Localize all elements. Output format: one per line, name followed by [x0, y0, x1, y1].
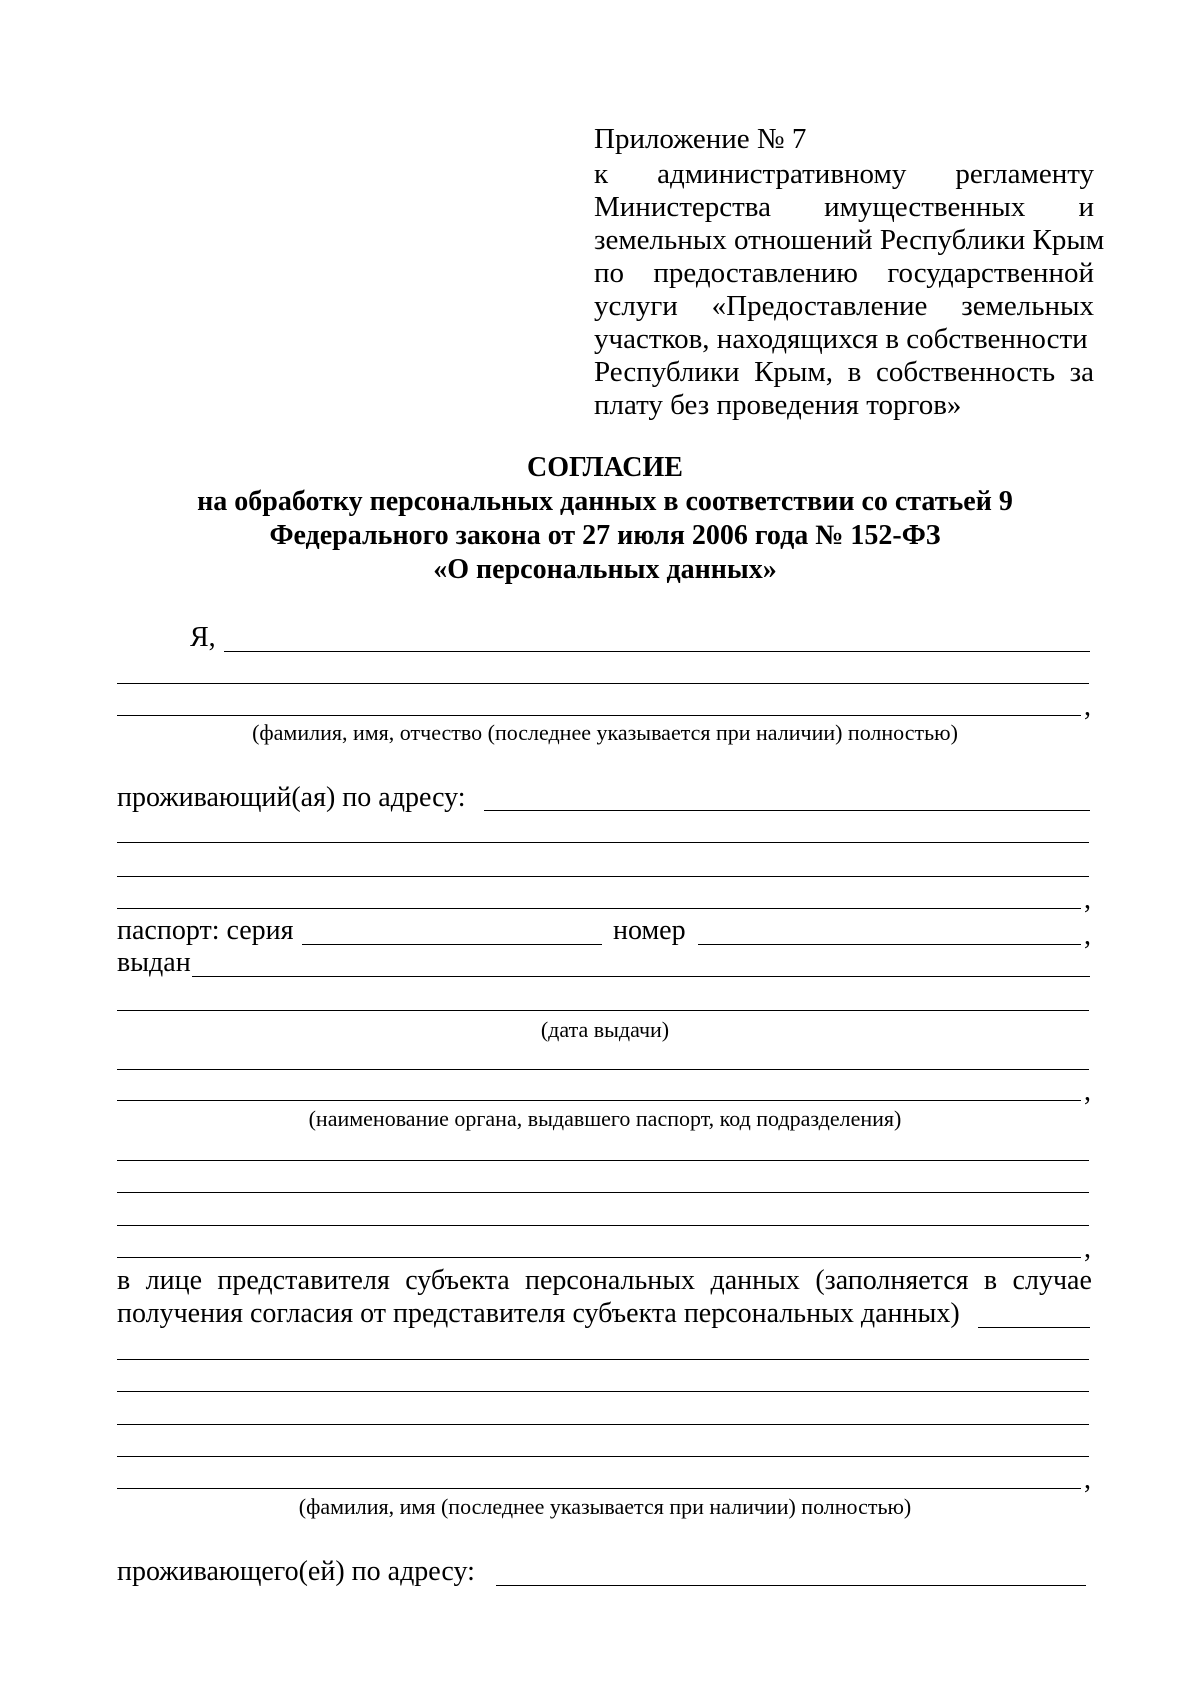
fio-input-line[interactable] — [117, 715, 1081, 716]
representative-input-line[interactable] — [117, 1391, 1089, 1392]
issued-label: выдан — [117, 947, 191, 978]
fio-input-line[interactable] — [117, 683, 1089, 684]
address-input-line[interactable] — [117, 876, 1089, 877]
address-input-line[interactable] — [117, 908, 1081, 909]
appendix-number: Приложение № 7 — [594, 123, 807, 155]
comma: , — [1084, 691, 1091, 722]
issuer-extra-line[interactable] — [117, 1257, 1081, 1258]
appendix-line-6: услуги «Предоставление земельных — [594, 290, 1094, 322]
fio-input-line[interactable] — [224, 651, 1090, 652]
representative-input-line[interactable] — [978, 1327, 1090, 1328]
issuer-caption: (наименование органа, выдавшего паспорт, код подразделения) — [308, 1106, 902, 1131]
passport-series-label: паспорт: серия — [117, 915, 294, 946]
comma: , — [1084, 884, 1091, 915]
ya-label: Я, — [190, 622, 216, 653]
rep-address-label: проживающего(ей) по адресу: — [117, 1556, 475, 1587]
appendix-line-3: Министерства имущественных и — [594, 191, 1094, 223]
issue-date-caption: (дата выдачи) — [540, 1017, 670, 1042]
issuer-extra-line[interactable] — [117, 1192, 1089, 1193]
representative-line-1: в лице представителя субъекта персональных данных (заполняется в случае — [117, 1265, 1092, 1296]
appendix-line-9: плату без проведения торгов» — [594, 389, 962, 421]
address-label: проживающий(ая) по адресу: — [117, 782, 466, 813]
representative-input-line[interactable] — [117, 1424, 1089, 1425]
issuer-input-line[interactable] — [117, 1069, 1089, 1070]
appendix-line-5: по предоставлению государственной — [594, 257, 1094, 289]
document-title: СОГЛАСИЕ — [527, 452, 683, 483]
issuer-extra-line[interactable] — [117, 1225, 1089, 1226]
document-subtitle-3: «О персональных данных» — [433, 554, 777, 585]
representative-line-2: получения согласия от представителя субъекта персональных данных) — [117, 1298, 960, 1329]
address-input-line[interactable] — [484, 810, 1090, 811]
appendix-line-4: земельных отношений Республики Крым — [594, 224, 1105, 256]
document-subtitle-2: Федерального закона от 27 июля 2006 года № 152-ФЗ — [269, 520, 941, 551]
issue-date-input-line[interactable] — [117, 1010, 1089, 1011]
document-subtitle-1: на обработку персональных данных в соответствии со статьей 9 — [197, 486, 1013, 517]
appendix-line-8: Республики Крым, в собственность за — [594, 356, 1094, 388]
rep-fio-caption: (фамилия, имя (последнее указывается при наличии) полностью) — [298, 1494, 912, 1519]
rep-address-input-line[interactable] — [496, 1585, 1086, 1586]
representative-input-line[interactable] — [117, 1456, 1089, 1457]
issuer-input-line[interactable] — [117, 1100, 1081, 1101]
comma: , — [1084, 920, 1091, 951]
passport-number-input-line[interactable] — [698, 944, 1081, 945]
appendix-line-7: участков, находящихся в собственности — [594, 323, 1088, 355]
representative-input-line[interactable] — [117, 1488, 1081, 1489]
appendix-line-2: к административному регламенту — [594, 158, 1094, 190]
comma: , — [1084, 1464, 1091, 1495]
passport-series-input-line[interactable] — [302, 944, 602, 945]
comma: , — [1084, 1233, 1091, 1264]
representative-input-line[interactable] — [117, 1359, 1089, 1360]
issuer-extra-line[interactable] — [117, 1160, 1089, 1161]
issued-input-line[interactable] — [192, 976, 1090, 977]
passport-number-label: номер — [613, 915, 686, 946]
comma: , — [1084, 1076, 1091, 1107]
address-input-line[interactable] — [117, 842, 1089, 843]
fio-caption: (фамилия, имя, отчество (последнее указывается при наличии) полностью) — [252, 720, 958, 745]
